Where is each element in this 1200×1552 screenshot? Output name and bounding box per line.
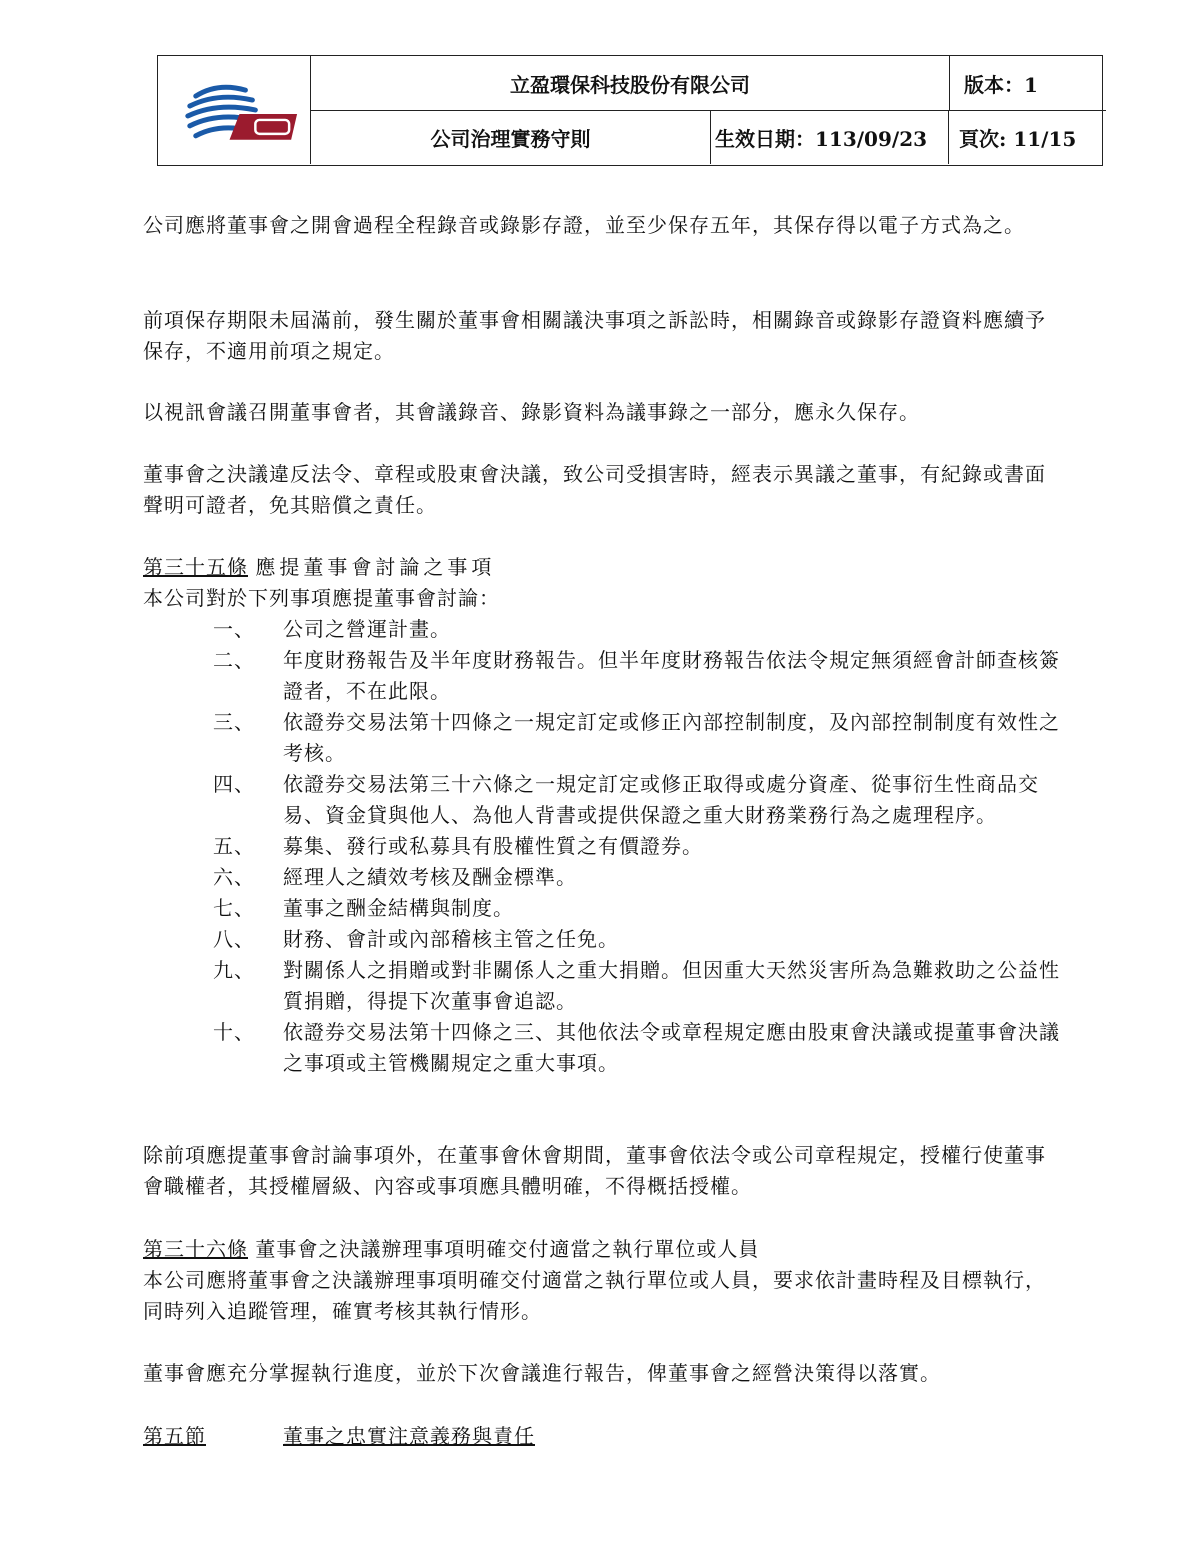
document-header <box>157 55 1103 166</box>
list-item <box>143 1017 1063 1079</box>
list-item <box>143 707 1063 769</box>
list-item <box>143 769 1063 831</box>
article-36-paragraph-2: 董事會應充分掌握執行進度，並於下次會議進行報告，俾董事會之經營決策得以落實。 <box>143 1361 941 1385</box>
section-5-heading <box>143 1421 1063 1452</box>
effective-date: 生效日期：113/09/23 <box>711 111 949 164</box>
article-35-title: 應提董事會討論之事項 <box>255 555 496 579</box>
list-item <box>143 955 1063 1017</box>
list-item-text: 財務、會計或內部稽核主管之任免。 <box>283 927 619 951</box>
paragraph-retention: 前項保存期限未屆滿前，發生關於董事會相關議決事項之訴訟時，相關錄音或錄影存證資料應續予保存，不適用前項之規定。 <box>143 308 1046 363</box>
document-title: 公司治理實務守則 <box>311 111 711 164</box>
article-35-heading <box>143 552 495 583</box>
article-36-heading <box>143 1234 759 1265</box>
company-row <box>311 56 1106 111</box>
list-item-text: 董事之酬金結構與制度。 <box>283 896 514 920</box>
list-item-number: 四、 <box>213 772 255 796</box>
list-item-text: 依證券交易法第十四條之三、其他依法令或章程規定應由股東會決議或提董事會決議之事項或主管機關規定之重大事項。 <box>283 1020 1060 1075</box>
list-item-number: 六、 <box>213 865 255 889</box>
list-item-number: 七、 <box>213 896 255 920</box>
company-logo-icon <box>158 56 310 164</box>
list-item <box>143 614 1063 645</box>
article-36-title: 董事會之決議辦理事項明確交付適當之執行單位或人員 <box>255 1237 760 1261</box>
list-item-text: 年度財務報告及半年度財務報告。但半年度財務報告依法令規定無須經會計師查核簽證者，不在此限。 <box>283 648 1060 703</box>
list-item-number: 二、 <box>213 648 255 672</box>
list-item-text: 依證券交易法第三十六條之一規定訂定或修正取得或處分資產、從事衍生性商品交易、資金貸與他人、為他人背書或提供保證之重大財務業務行為之處理程序。 <box>283 772 1039 827</box>
article-35-intro: 本公司對於下列事項應提董事會討論： <box>143 586 500 610</box>
list-item-text: 經理人之績效考核及酬金標準。 <box>283 865 577 889</box>
section-5-number: 第五節 <box>143 1424 206 1448</box>
list-item <box>143 645 1063 707</box>
page-number: 頁次: 11/15 <box>959 127 1077 151</box>
article-36-paragraph-1: 本公司應將董事會之決議辦理事項明確交付適當之執行單位或人員，要求依計畫時程及目標執行，同時列入追蹤管理，確實考核其執行情形。 <box>143 1268 1046 1323</box>
paragraph-recording: 公司應將董事會之開會過程全程錄音或錄影存證，並至少保存五年，其保存得以電子方式為之。 <box>143 213 1025 237</box>
list-item <box>143 831 1063 862</box>
list-item <box>143 893 1063 924</box>
version-label: 版本：1 <box>949 56 1104 110</box>
list-item-number: 八、 <box>213 927 255 951</box>
list-item-number: 五、 <box>213 834 255 858</box>
article-35-closing: 除前項應提董事會討論事項外，在董事會休會期間，董事會依法令或公司章程規定，授權行使董事會職權者，其授權層級、內容或事項應具體明確，不得概括授權。 <box>143 1143 1046 1198</box>
list-item-number: 三、 <box>213 710 255 734</box>
article-36-number: 第三十六條 <box>143 1237 248 1261</box>
section-5-title: 董事之忠實注意義務與責任 <box>283 1424 535 1448</box>
article-35-list <box>143 614 1063 1079</box>
list-item <box>143 862 1063 893</box>
list-item-number: 九、 <box>213 958 255 982</box>
article-35-number: 第三十五條 <box>143 555 248 579</box>
list-item-text: 公司之營運計畫。 <box>283 617 451 641</box>
company-name: 立盈環保科技股份有限公司 <box>510 72 750 97</box>
list-item-number: 十、 <box>213 1020 255 1044</box>
list-item-text: 募集、發行或私募具有股權性質之有價證券。 <box>283 834 703 858</box>
paragraph-liability: 董事會之決議違反法令、章程或股東會決議，致公司受損害時，經表示異議之董事，有紀錄或書面聲明可證者，免其賠償之責任。 <box>143 462 1046 517</box>
list-item <box>143 924 1063 955</box>
company-logo <box>158 56 311 164</box>
list-item-text: 對關係人之捐贈或對非關係人之重大捐贈。但因重大天然災害所為急難救助之公益性質捐贈，得提下次董事會追認。 <box>283 958 1060 1013</box>
list-item-number: 一、 <box>213 617 255 641</box>
paragraph-video-meeting: 以視訊會議召開董事會者，其會議錄音、錄影資料為議事錄之一部分，應永久保存。 <box>143 400 920 424</box>
list-item-text: 依證券交易法第十四條之一規定訂定或修正內部控制制度，及內部控制制度有效性之考核。 <box>283 710 1060 765</box>
